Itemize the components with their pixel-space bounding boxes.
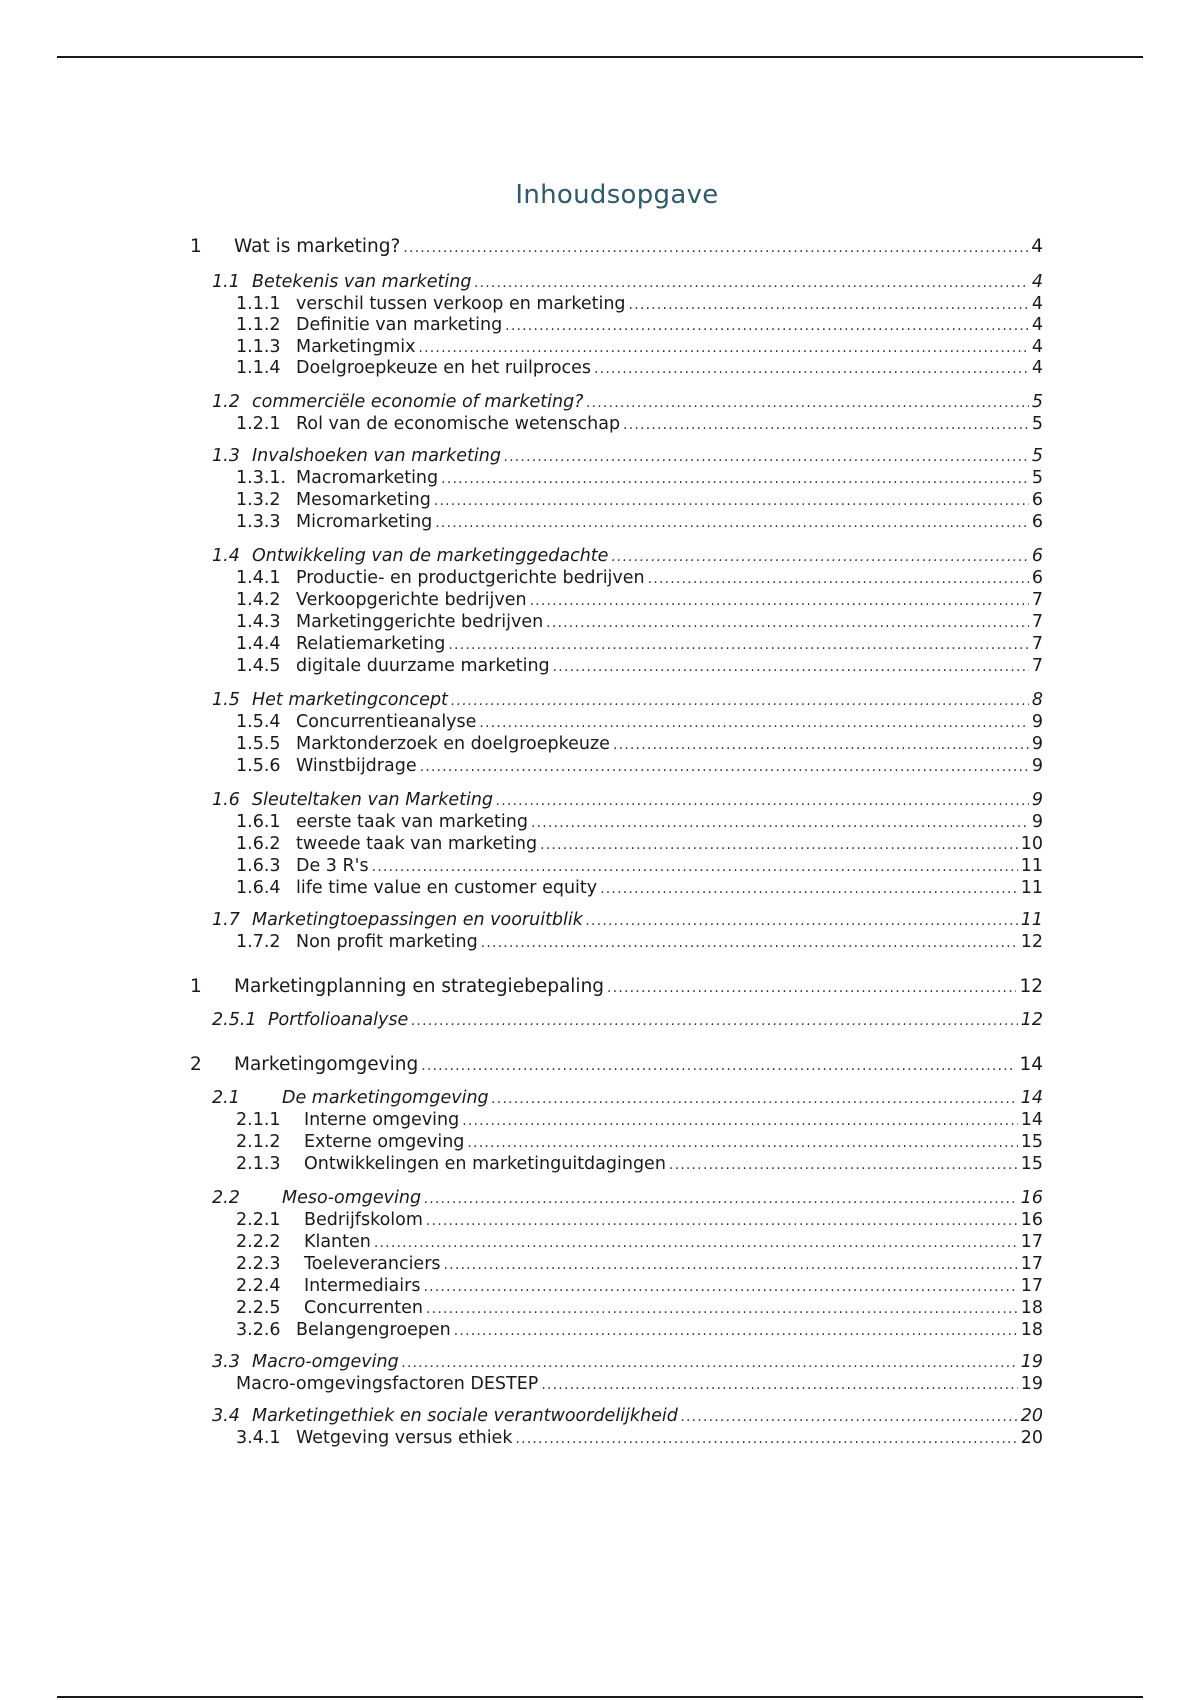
dot-leader — [420, 759, 1029, 775]
toc-entry[interactable] — [236, 1132, 1043, 1154]
toc-entry-number: 1.1.3 — [236, 337, 281, 357]
toc-entry-number: 1.5.5 — [236, 734, 281, 754]
toc-entry-page: 14 — [1020, 1088, 1043, 1108]
toc-entry-number: 1.1.2 — [236, 315, 281, 335]
toc-entry-page: 14 — [1019, 1054, 1043, 1075]
toc-entry-page: 19 — [1020, 1374, 1043, 1394]
toc-entry-label: Rol van de economische wetenschap — [296, 414, 621, 434]
toc-entry[interactable] — [236, 590, 1043, 612]
toc-entry[interactable] — [236, 568, 1043, 590]
toc-entry-number: 1.4 — [212, 546, 240, 566]
toc-entry-label: Ontwikkelingen en marketinguitdagingen — [304, 1154, 666, 1174]
toc-entry[interactable] — [190, 236, 1043, 258]
toc-entry-page: 5 — [1031, 468, 1043, 488]
dot-leader — [402, 1355, 1018, 1371]
toc-entry-page: 20 — [1020, 1428, 1043, 1448]
page-title: Inhoudsopgave — [515, 180, 719, 210]
toc-entry-number: 3.2.6 — [236, 1320, 281, 1340]
dot-leader — [492, 1091, 1018, 1107]
toc-entry-label: Marketingtoepassingen en vooruitblik — [252, 910, 583, 930]
toc-entry[interactable] — [236, 1428, 1043, 1450]
toc-entry-label: Non profit marketing — [296, 932, 478, 952]
toc-entry-label: eerste taak van marketing — [296, 812, 528, 832]
toc-entry-page: 18 — [1020, 1298, 1043, 1318]
toc-entry[interactable] — [190, 976, 1043, 998]
dot-leader — [444, 1257, 1018, 1273]
toc-entry-number: 1.2 — [212, 392, 240, 412]
toc-entry-number: 1.2.1 — [236, 414, 281, 434]
dot-leader — [426, 1301, 1018, 1317]
toc-entry-number: 1.7 — [212, 910, 240, 930]
toc-entry[interactable] — [236, 856, 1043, 878]
toc-entry[interactable] — [236, 337, 1043, 359]
toc-entry[interactable] — [236, 414, 1043, 436]
toc-entry-label: Bedrijfskolom — [304, 1210, 423, 1230]
dot-leader — [586, 395, 1028, 411]
dot-leader — [374, 1235, 1018, 1251]
toc-entry[interactable] — [236, 634, 1043, 656]
toc-entry[interactable] — [212, 690, 1043, 712]
toc-entry-label: Concurrentieanalyse — [296, 712, 477, 732]
toc-entry-page: 4 — [1031, 337, 1043, 357]
toc-entry-label: Toeleveranciers — [304, 1254, 441, 1274]
toc-entry-page: 14 — [1020, 1110, 1043, 1130]
toc-entry-label: digitale duurzame marketing — [296, 656, 550, 676]
toc-entry-label: Micromarketing — [296, 512, 433, 532]
toc-entry[interactable] — [212, 446, 1043, 468]
toc-entry[interactable] — [212, 392, 1043, 414]
toc-entry[interactable] — [236, 756, 1043, 778]
toc-entry-page: 9 — [1031, 734, 1043, 754]
toc-entry-page: 12 — [1020, 1010, 1043, 1030]
toc-entry-number: 1.1 — [212, 272, 240, 292]
toc-entry[interactable] — [236, 1110, 1043, 1132]
toc-entry-page: 6 — [1031, 568, 1043, 588]
toc-entry-page: 7 — [1031, 612, 1043, 632]
toc-entry[interactable] — [212, 546, 1043, 568]
toc-entry-page: 19 — [1020, 1352, 1043, 1372]
toc-entry-label: Relatiemarketing — [296, 634, 446, 654]
toc-entry-label: Marketingplanning en strategiebepaling — [234, 976, 605, 997]
toc-entry-number: 2 — [190, 1054, 202, 1075]
toc-entry-label: Mesomarketing — [296, 490, 431, 510]
toc-entry-number: 2.2 — [212, 1188, 240, 1208]
toc-entry-page: 7 — [1031, 656, 1043, 676]
toc-entry-page: 8 — [1031, 690, 1043, 710]
dot-leader — [586, 913, 1018, 929]
toc-entry-page: 5 — [1031, 392, 1043, 412]
toc-entry-number: 1.5.4 — [236, 712, 281, 732]
toc-entry-label: De 3 R's — [296, 856, 369, 876]
dot-leader — [648, 571, 1029, 587]
toc-entry-number: 2.5.1 — [212, 1010, 257, 1030]
toc-entry-number: 2.2.3 — [236, 1254, 281, 1274]
toc-entry-number: 1 — [190, 976, 202, 997]
toc-entry[interactable] — [236, 1254, 1043, 1276]
toc-entry-label: Concurrenten — [304, 1298, 424, 1318]
dot-leader — [681, 1409, 1018, 1425]
dot-leader — [403, 240, 1028, 256]
toc-entry[interactable] — [236, 734, 1043, 756]
toc-entry-label: life time value en customer equity — [296, 878, 598, 898]
toc-entry-page: 17 — [1020, 1276, 1043, 1296]
toc-entry-number: 1.6.1 — [236, 812, 281, 832]
toc-entry-page: 16 — [1020, 1188, 1043, 1208]
toc-entry-number: 2.1.3 — [236, 1154, 281, 1174]
toc-entry-page: 6 — [1031, 546, 1043, 566]
dot-leader — [434, 493, 1029, 509]
toc-entry-number: 2.2.5 — [236, 1298, 281, 1318]
toc-entry-page: 7 — [1031, 590, 1043, 610]
dot-leader — [411, 1013, 1017, 1029]
toc-entry-label: Marketingethiek en sociale verantwoordelijkheid — [252, 1406, 678, 1426]
toc-entry-label: Ontwikkeling van de marketinggedachte — [252, 546, 609, 566]
toc-entry[interactable] — [236, 358, 1043, 380]
dot-leader — [607, 980, 1016, 996]
toc-entry-label: Interne omgeving — [304, 1110, 460, 1130]
toc-entry-number: 1.4.5 — [236, 656, 281, 676]
toc-entry-page: 15 — [1020, 1132, 1043, 1152]
toc-entry-number: 1.1.1 — [236, 294, 281, 314]
toc-entry-label: Marketinggerichte bedrijven — [296, 612, 544, 632]
toc-entry-page: 17 — [1020, 1232, 1043, 1252]
dot-leader — [451, 693, 1029, 709]
toc-entry[interactable] — [236, 1298, 1043, 1320]
toc-entry-page: 9 — [1031, 790, 1043, 810]
toc-entry[interactable] — [236, 834, 1043, 856]
toc-entry-page: 20 — [1020, 1406, 1043, 1426]
dot-leader — [540, 837, 1018, 853]
dot-leader — [372, 859, 1018, 875]
toc-entry[interactable] — [212, 790, 1043, 812]
toc-entry-label: De marketingomgeving — [282, 1088, 489, 1108]
toc-entry[interactable] — [236, 656, 1043, 678]
toc-entry-number: 1.3 — [212, 446, 240, 466]
toc-entry-label: Verkoopgerichte bedrijven — [296, 590, 527, 610]
toc-entry-number: 1.6 — [212, 790, 240, 810]
toc-entry-label: Invalshoeken van marketing — [252, 446, 501, 466]
toc-entry-page: 10 — [1020, 834, 1043, 854]
toc-entry-page: 4 — [1031, 272, 1043, 292]
toc-entry[interactable] — [212, 1352, 1043, 1374]
dot-leader — [441, 471, 1029, 487]
dot-leader — [467, 1135, 1017, 1151]
dot-leader — [504, 449, 1029, 465]
dot-leader — [479, 715, 1028, 731]
toc-entry-page: 18 — [1020, 1320, 1043, 1340]
toc-entry-number: 1.7.2 — [236, 932, 281, 952]
toc-entry[interactable] — [212, 1088, 1043, 1110]
toc-entry[interactable] — [212, 910, 1043, 932]
toc-entry[interactable] — [236, 490, 1043, 512]
toc-entry-page: 4 — [1031, 236, 1043, 257]
toc-entry-page: 7 — [1031, 634, 1043, 654]
toc-entry-page: 15 — [1020, 1154, 1043, 1174]
toc-entry[interactable] — [212, 272, 1043, 294]
toc-entry-page: 9 — [1031, 712, 1043, 732]
toc-entry-page: 6 — [1031, 512, 1043, 532]
toc-entry[interactable] — [236, 712, 1043, 734]
dot-leader — [600, 881, 1018, 897]
toc-entry-number: 1.5.6 — [236, 756, 281, 776]
toc-entry-label: Externe omgeving — [304, 1132, 465, 1152]
toc-entry-page: 9 — [1031, 756, 1043, 776]
dot-leader — [553, 659, 1029, 675]
dot-leader — [623, 417, 1029, 433]
toc-entry-label: Macro-omgevingsfactoren DESTEP — [236, 1374, 539, 1394]
toc-entry-label: Doelgroepkeuze en het ruilproces — [296, 358, 592, 378]
dot-leader — [594, 361, 1029, 377]
dot-leader — [435, 515, 1029, 531]
toc-entry-label: Het marketingconcept — [252, 690, 448, 710]
toc-entry-label: Intermediairs — [304, 1276, 421, 1296]
toc-entry-page: 11 — [1020, 878, 1043, 898]
toc-entry-label: Belangengroepen — [296, 1320, 451, 1340]
dot-leader — [505, 318, 1029, 334]
toc-entry[interactable] — [236, 315, 1043, 337]
footer-rule — [57, 1696, 1143, 1698]
toc-entry-number: 2.1.2 — [236, 1132, 281, 1152]
toc-entry-label: commerciële economie of marketing? — [252, 392, 584, 412]
dot-leader — [454, 1323, 1018, 1339]
toc-entry-page: 6 — [1031, 490, 1043, 510]
toc-entry-label: Macro-omgeving — [252, 1352, 399, 1372]
dot-leader — [496, 793, 1029, 809]
dot-leader — [462, 1113, 1017, 1129]
dot-leader — [481, 935, 1018, 951]
toc-entry-number: 1.4.3 — [236, 612, 281, 632]
dot-leader — [426, 1213, 1018, 1229]
toc-entry-label: Klanten — [304, 1232, 371, 1252]
toc-entry[interactable] — [236, 612, 1043, 634]
toc-entry-label: Marketingmix — [296, 337, 416, 357]
dot-leader — [611, 549, 1028, 565]
toc-entry-label: Portfolioanalyse — [268, 1010, 409, 1030]
toc-entry-number: 1 — [190, 236, 202, 257]
toc-entry-page: 17 — [1020, 1254, 1043, 1274]
toc-entry[interactable] — [236, 1232, 1043, 1254]
dot-leader — [669, 1157, 1018, 1173]
toc-entry-label: Definitie van marketing — [296, 315, 503, 335]
toc-entry-page: 4 — [1031, 358, 1043, 378]
dot-leader — [541, 1377, 1017, 1393]
toc-entry[interactable] — [236, 812, 1043, 834]
toc-entry-label: Meso-omgeving — [282, 1188, 422, 1208]
dot-leader — [613, 737, 1029, 753]
toc-entry-label: Marketingomgeving — [234, 1054, 419, 1075]
toc-entry[interactable] — [236, 512, 1043, 534]
toc-entry[interactable] — [236, 1210, 1043, 1232]
toc-entry[interactable] — [236, 468, 1043, 490]
dot-leader — [515, 1431, 1017, 1447]
dot-leader — [629, 297, 1029, 313]
toc-entry[interactable] — [236, 1154, 1043, 1176]
toc-entry-number: 1.6.4 — [236, 878, 281, 898]
toc-entry-page: 12 — [1020, 932, 1043, 952]
toc-entry-page: 5 — [1031, 414, 1043, 434]
dot-leader — [474, 275, 1028, 291]
dot-leader — [530, 593, 1029, 609]
toc-entry[interactable] — [236, 294, 1043, 316]
toc-entry-label: Productie- en productgerichte bedrijven — [296, 568, 645, 588]
toc-entry-number: 3.4 — [212, 1406, 240, 1426]
toc-entry-number: 1.4.4 — [236, 634, 281, 654]
toc-entry-number: 2.2.1 — [236, 1210, 281, 1230]
toc-entry-number: 2.2.4 — [236, 1276, 281, 1296]
toc-entry-label: Betekenis van marketing — [252, 272, 472, 292]
dot-leader — [418, 340, 1028, 356]
toc-entry[interactable] — [236, 878, 1043, 900]
toc-entry-page: 11 — [1020, 910, 1043, 930]
toc-entry-number: 3.4.1 — [236, 1428, 281, 1448]
toc-entry-number: 1.1.4 — [236, 358, 281, 378]
toc-entry-page: 5 — [1031, 446, 1043, 466]
dot-leader — [421, 1058, 1016, 1074]
toc-entry-number: 2.1.1 — [236, 1110, 281, 1130]
toc-entry-page: 9 — [1031, 812, 1043, 832]
toc-entry[interactable] — [212, 1406, 1043, 1428]
toc-entry[interactable] — [212, 1188, 1043, 1210]
toc-entry[interactable] — [236, 1374, 1043, 1396]
toc-entry-number: 1.3.2 — [236, 490, 281, 510]
dot-leader — [531, 815, 1029, 831]
toc-entry-number: 3.3 — [212, 1352, 240, 1372]
toc-entry-number: 2.1 — [212, 1088, 240, 1108]
toc-entry-label: Wat is marketing? — [234, 236, 401, 257]
toc-entry-label: verschil tussen verkoop en marketing — [296, 294, 626, 314]
toc-entry-label: Macromarketing — [296, 468, 439, 488]
toc-entry-number: 2.2.2 — [236, 1232, 281, 1252]
toc-entry-number: 1.3.3 — [236, 512, 281, 532]
toc-entry-number: 1.5 — [212, 690, 240, 710]
toc-entry[interactable] — [236, 1320, 1043, 1342]
toc-entry-page: 12 — [1019, 976, 1043, 997]
dot-leader — [546, 615, 1029, 631]
dot-leader — [423, 1279, 1017, 1295]
toc-entry[interactable] — [236, 1276, 1043, 1298]
dot-leader — [424, 1191, 1018, 1207]
toc-entry-label: Wetgeving versus ethiek — [296, 1428, 513, 1448]
toc-entry-page: 11 — [1020, 856, 1043, 876]
toc-entry-label: Marktonderzoek en doelgroepkeuze — [296, 734, 610, 754]
toc-entry-number: 1.6.2 — [236, 834, 281, 854]
toc-entry-number: 1.3.1. — [236, 468, 287, 488]
toc-entry[interactable] — [236, 932, 1043, 954]
toc-entry-label: Sleuteltaken van Marketing — [252, 790, 494, 810]
toc-entry[interactable] — [190, 1054, 1043, 1076]
toc-entry-page: 4 — [1031, 294, 1043, 314]
toc-entry-label: tweede taak van marketing — [296, 834, 538, 854]
toc-entry-page: 4 — [1031, 315, 1043, 335]
toc-entry-number: 1.4.1 — [236, 568, 281, 588]
toc-entry-number: 1.6.3 — [236, 856, 281, 876]
toc-entry-number: 1.4.2 — [236, 590, 281, 610]
toc-entry[interactable] — [212, 1010, 1043, 1032]
toc-entry-page: 16 — [1020, 1210, 1043, 1230]
dot-leader — [448, 637, 1028, 653]
toc-entry-label: Winstbijdrage — [296, 756, 417, 776]
